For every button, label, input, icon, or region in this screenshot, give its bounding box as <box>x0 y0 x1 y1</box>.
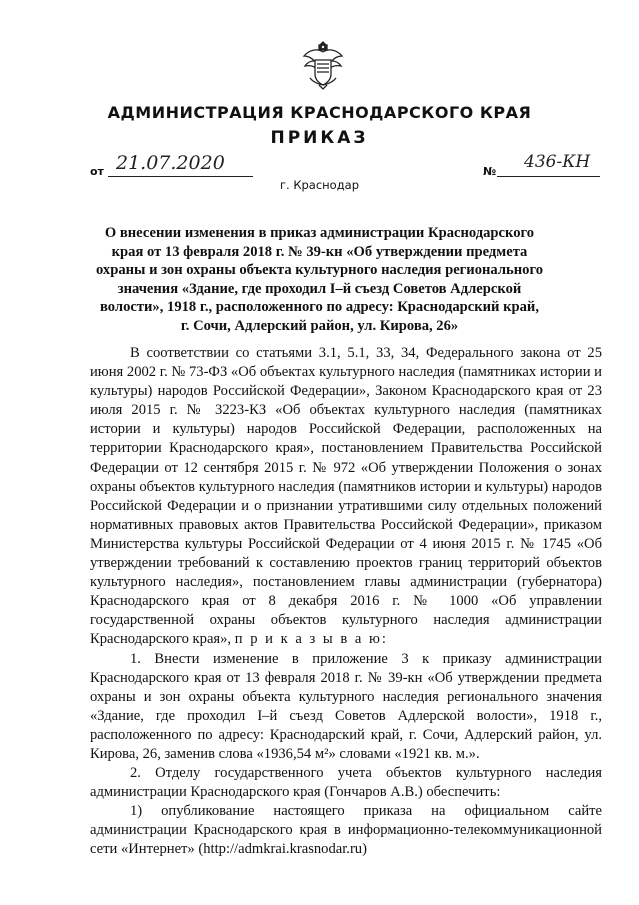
city-name: г. Краснодар <box>279 178 360 192</box>
number-underline <box>497 176 600 177</box>
document-subject: О внесении изменения в приказ администрации Краснодарского края от 13 февраля 2018 г. № 39-кн «Об утверждении предмета охраны и зон охраны объекта культурного наследия регионального значения «Здание, где проходил I–й съезд Советов Адлерской волости», 1918 г., расположенного по адресу: Краснодарский край, г. Сочи, Адлерский район, ул. Кирова, 26» <box>96 225 544 334</box>
item-1: 1. Внести изменение в приложение 3 к приказу администрации Краснодарского края от 13 февраля 2018 г. № 39-кн «Об утверждении предмета охраны и зон охраны объекта культурного наследия регионального значения «Здание, где проходил I–й съезд Советов Адлерской волости», 1918 г., расположенного по адресу: Краснодарский край, г. Сочи, Адлерский район, ул. Кирова, 26, заменив слова «1936,54 м²» словами «1921 кв. м.». <box>90 650 602 762</box>
date-label: от <box>90 165 104 178</box>
document-type: ПРИКАЗ <box>270 128 369 148</box>
preamble-paragraph <box>90 344 602 650</box>
date-underline <box>108 176 253 177</box>
number-value: 436-КН <box>524 152 591 172</box>
number-label: № <box>483 165 497 178</box>
preamble-text: В соответствии со статьями 3.1, 5.1, 33, 34, Федерального закона от 25 июня 2002 г. № 73-ФЗ «Об объектах культурного наследия (памятниках истории и культуры) народов Российской Федерации», Законом Краснодарского края от 23 июля 2015 г. № 3223-КЗ «Об объектах культурного наследия (памятниках истории и культуры) народов Российской Федерации, расположенных на территории Краснодарского края», постановлением Правительства Российской Федерации от 12 сентября 2015 г. № 972 «Об утверждении Положения о зонах охраны объектов культурного наследия (памятников истории и культуры) народов Российской Федерации и о признании утратившими силу отдельных положений нормативных правовых актов Правительства Российской Федерации», приказом Министерства культуры Российской Федерации от 4 июня 2015 г. № 1745 «Об утверждении требований к составлению проектов границ территорий объектов культурного наследия», постановлением главы администрации (губернатора) Краснодарского края от 8 декабря 2016 г. № 1000 «Об управлении государственной охраны объектов культурного наследия администрации Краснодарского края», <box>90 345 602 648</box>
order-word: п р и к а з ы в а ю: <box>234 631 388 648</box>
organization-name: АДМИНИСТРАЦИЯ КРАСНОДАРСКОГО КРАЯ <box>107 103 532 122</box>
document-body <box>90 344 602 860</box>
date-value: 21.07.2020 <box>116 152 225 174</box>
item-2-1: 1) опубликование настоящего приказа на официальном сайте администрации Краснодарского края в информационно-телекоммуникационной сети «Интернет» (http://admkrai.krasnodar.ru) <box>90 803 602 858</box>
item-2: 2. Отделу государственного учета объектов культурного наследия администрации Краснодарского края (Гончаров А.В.) обеспечить: <box>90 765 602 801</box>
coat-of-arms-icon <box>300 38 346 92</box>
